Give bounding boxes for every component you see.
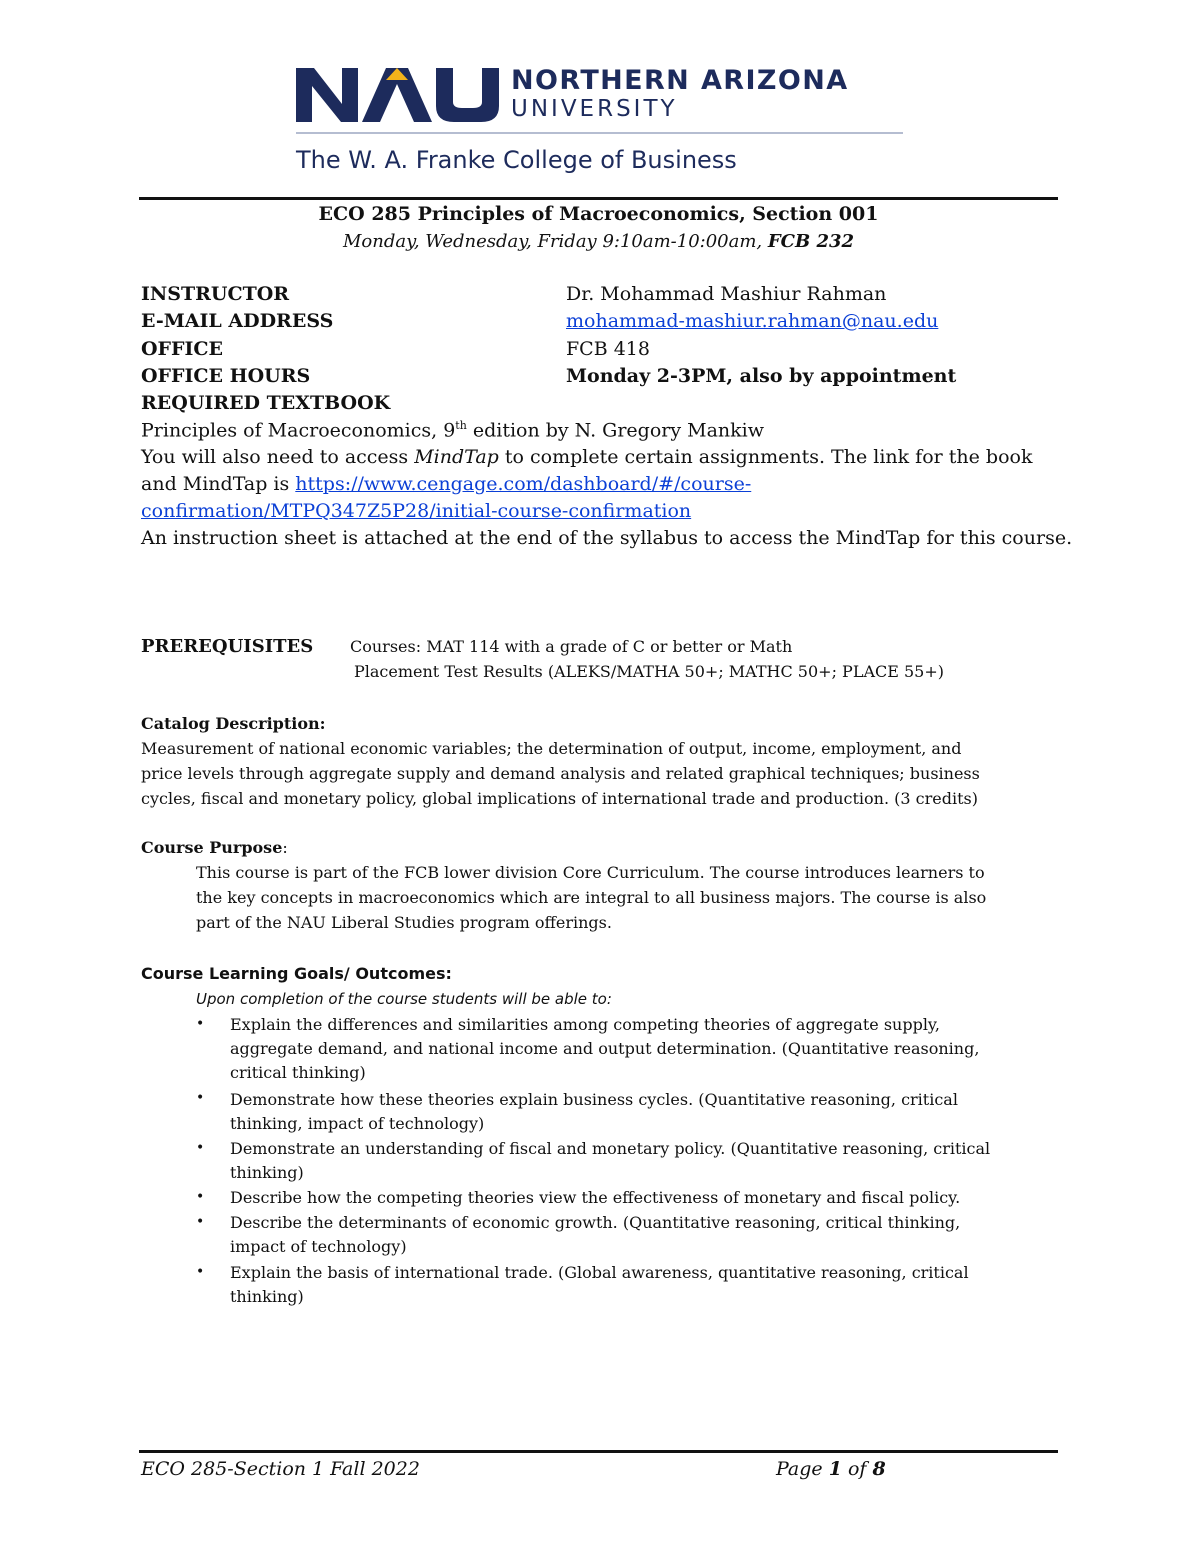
goal-item: Describe the determinants of economic growth. (Quantitative reasoning, critical thinking, impact of technology) xyxy=(230,1213,961,1256)
bullet-icon: • xyxy=(196,1214,205,1230)
goals-subheading: Upon completion of the course students will be able to: xyxy=(196,990,612,1008)
nau-logo-header xyxy=(296,62,916,182)
purpose-line: This course is part of the FCB lower division Core Curriculum. The course introduces learners to xyxy=(196,863,985,882)
mindtap-line: You will also need to access MindTap to complete certain assignments. The link for the book xyxy=(141,446,1033,468)
bullet-icon: • xyxy=(196,1090,205,1106)
email-link[interactable]: mohammad-mashiur.rahman@nau.edu xyxy=(566,310,939,332)
office-hours-value: Monday 2-3PM, also by appointment xyxy=(566,365,957,387)
university-name: NORTHERN ARIZONA xyxy=(511,65,849,96)
prerequisites-line-2: Placement Test Results (ALEKS/MATHA 50+; MATHC 50+; PLACE 55+) xyxy=(354,662,945,681)
cengage-link-part1[interactable]: https://www.cengage.com/dashboard/#/course- xyxy=(295,473,752,495)
purpose-line: part of the NAU Liberal Studies program offerings. xyxy=(196,913,612,932)
textbook-label: REQUIRED TEXTBOOK xyxy=(141,392,391,414)
course-room: FCB 232 xyxy=(767,231,855,252)
catalog-line: Measurement of national economic variables; the determination of output, income, employment, and xyxy=(141,739,962,758)
goal-item: Describe how the competing theories view the effectiveness of monetary and fiscal policy. xyxy=(230,1188,961,1207)
bullet-icon: • xyxy=(196,1016,205,1032)
catalog-heading: Catalog Description: xyxy=(141,714,326,733)
instruction-sheet-note: An instruction sheet is attached at the end of the syllabus to access the MindTap for this course. xyxy=(141,527,1073,549)
cengage-link-part2[interactable]: confirmation/MTPQ347Z5P28/initial-course-confirmation xyxy=(141,500,692,522)
mindtap-link-line: and MindTap is https://www.cengage.com/dashboard/#/course- xyxy=(141,473,752,495)
purpose-line: the key concepts in macroeconomics which are integral to all business majors. The course is also xyxy=(196,888,987,907)
bullet-icon: • xyxy=(196,1140,205,1156)
catalog-line: cycles, fiscal and monetary policy, global implications of international trade and production. (3 credits) xyxy=(141,789,978,808)
footer-rule xyxy=(139,1450,1058,1453)
prerequisites-line-1: Courses: MAT 114 with a grade of C or better or Math xyxy=(350,637,793,656)
bullet-icon: • xyxy=(196,1264,205,1280)
office-label: OFFICE xyxy=(141,338,224,360)
office-hours-label: OFFICE HOURS xyxy=(141,365,311,387)
goals-heading: Course Learning Goals/ Outcomes: xyxy=(141,964,452,983)
instructor-value: Dr. Mohammad Mashiur Rahman xyxy=(566,283,887,305)
college-name: The W. A. Franke College of Business xyxy=(296,146,737,174)
header-rule xyxy=(139,197,1058,200)
office-value: FCB 418 xyxy=(566,338,650,360)
course-schedule: Monday, Wednesday, Friday 9:10am-10:00am, FCB 232 xyxy=(342,231,855,252)
university-subtitle: UNIVERSITY xyxy=(511,96,678,122)
instructor-label: INSTRUCTOR xyxy=(141,283,290,305)
goal-item: Demonstrate how these theories explain business cycles. (Quantitative reasoning, critical thinking, impact of technology) xyxy=(230,1090,958,1133)
bullet-icon: • xyxy=(196,1189,205,1205)
textbook-line: Principles of Macroeconomics, 9th edition by N. Gregory Mankiw xyxy=(141,419,765,442)
prerequisites-label: PREREQUISITES xyxy=(141,636,314,657)
purpose-heading: Course Purpose: xyxy=(141,838,288,857)
goal-item: Explain the differences and similarities among competing theories of aggregate supply, aggregate demand, and national income and output determination. (Quantitative reasoning, critical thinking) xyxy=(230,1015,980,1082)
goal-item: Explain the basis of international trade. (Global awareness, quantitative reasoning, critical thinking) xyxy=(230,1263,969,1306)
footer-page-number: Page 1 of 8 xyxy=(776,1458,886,1480)
course-title: ECO 285 Principles of Macroeconomics, Section 001 xyxy=(318,203,879,225)
catalog-line: price levels through aggregate supply and demand analysis and related graphical techniques; business xyxy=(141,764,980,783)
mindtap-link-line-2 xyxy=(141,500,691,522)
nau-logo-icon xyxy=(296,66,501,122)
footer-course: ECO 285-Section 1 Fall 2022 xyxy=(141,1458,420,1480)
logo-divider xyxy=(296,132,903,134)
goal-item: Demonstrate an understanding of fiscal and monetary policy. (Quantitative reasoning, critical thinking) xyxy=(230,1139,991,1182)
email-label: E-MAIL ADDRESS xyxy=(141,310,334,332)
